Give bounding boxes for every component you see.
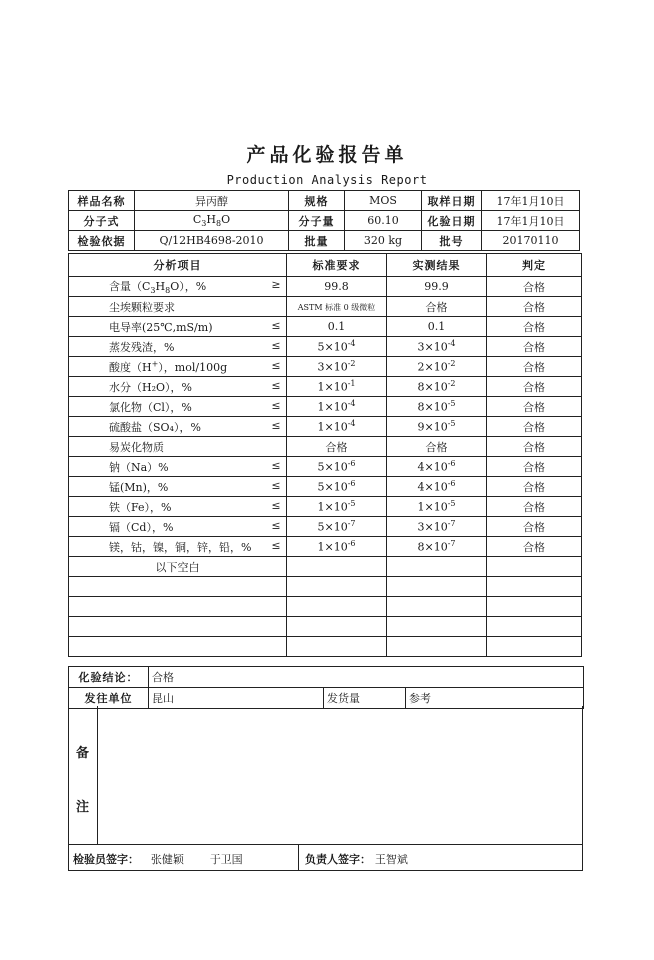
measured-value: $4\times 10^{-6}$ [387,477,487,497]
comparison-operator [269,299,283,315]
sampling-date-label: 取样日期 [422,191,482,211]
conclusion-value: 合格 [149,667,584,688]
analysis-item: 钠（Na）% ≤ [69,457,287,477]
standard-value: 0.1 [287,317,387,337]
ship-label: 发货量 [324,688,406,709]
judgement: 合格 [487,497,582,517]
table-row [69,297,582,317]
analysis-item: 锰(Mn)，% ≤ [69,477,287,497]
standard-value: ASTM 标准 0 级微粒 [287,297,387,317]
empty-row [69,637,582,657]
judgement: 合格 [487,277,582,297]
standard-value: $1\times 10^{-5}$ [287,497,387,517]
comparison-operator: ≤ [271,358,281,372]
remark-char-2: 注 [76,800,90,815]
analysis-item: 硫酸盐（SO₄），% ≤ [69,417,287,437]
comparison-operator: ≤ [271,498,281,512]
table-row [69,537,582,557]
measured-value: 99.9 [387,277,487,297]
table-row [69,497,582,517]
analysis-rows [69,277,582,557]
measured-value: 合格 [387,437,487,457]
judgement: 合格 [487,457,582,477]
table-row [69,317,582,337]
batch-value: 20170110 [482,231,580,251]
col-std-header: 标准要求 [287,254,387,277]
judgement: 合格 [487,297,582,317]
inspector-signature [73,851,243,867]
standard-value: 合格 [287,437,387,457]
col-item-header: 分析项目 [69,254,287,277]
table-row [69,277,582,297]
signature-row [68,845,583,871]
test-date-value: 17年1月10日 [482,211,580,231]
measured-value: $4\times 10^{-6}$ [387,457,487,477]
table-row [69,437,582,457]
comparison-operator: ≤ [271,478,281,492]
comparison-operator: ≤ [271,538,281,552]
analysis-item: 尘埃颗粒要求 [69,297,287,317]
measured-value: $1\times 10^{-5}$ [387,497,487,517]
analysis-item: 水分（H₂O），% ≤ [69,377,287,397]
footer-table [68,666,584,709]
judgement: 合格 [487,337,582,357]
spec-label: 规格 [289,191,345,211]
spec-value: MOS [345,191,422,211]
standard-value: $5\times 10^{-7}$ [287,517,387,537]
report-title: 产品化验报告单 [246,144,408,166]
analysis-item: 氯化物（Cl），% ≤ [69,397,287,417]
comparison-operator: ≤ [271,518,281,532]
empty-row [69,617,582,637]
analysis-header-row [69,254,582,277]
table-row [69,337,582,357]
basis-value: Q/12HB4698-2010 [135,231,289,251]
judgement: 合格 [487,477,582,497]
header-row [69,231,580,251]
blank-text: 以下空白 [69,557,287,577]
quantity-label: 批量 [289,231,345,251]
signature-divider [298,845,299,870]
measured-value: $9\times 10^{-5}$ [387,417,487,437]
judgement: 合格 [487,517,582,537]
basis-label: 检验依据 [69,231,135,251]
sample-name-value: 异丙醇 [135,191,289,211]
measured-value: $3\times 10^{-4}$ [387,337,487,357]
comparison-operator: ≤ [271,318,281,332]
table-row [69,517,582,537]
quantity-value: 320 kg [345,231,422,251]
batch-label: 批号 [422,231,482,251]
dest-value: 昆山 [149,688,324,709]
analysis-item: 含量$(C_3H_8O)$，% ≥ [69,277,287,297]
table-row [69,477,582,497]
judgement: 合格 [487,437,582,457]
conclusion-row [69,667,584,688]
dest-label: 发往单位 [69,688,149,709]
analysis-item: 铁（Fe），% ≤ [69,497,287,517]
standard-value: $1\times 10^{-4}$ [287,417,387,437]
header-row [69,211,580,231]
comparison-operator: ≤ [271,338,281,352]
analysis-table [68,253,582,657]
standard-value: $1\times 10^{-4}$ [287,397,387,417]
comparison-operator: ≤ [271,458,281,472]
measured-value: 0.1 [387,317,487,337]
measured-value: 合格 [387,297,487,317]
standard-value: $5\times 10^{-4}$ [287,337,387,357]
judgement: 合格 [487,377,582,397]
analysis-item: 电导率(25℃,mS/m) ≤ [69,317,287,337]
standard-value: $3\times 10^{-2}$ [287,357,387,377]
blank-row [69,557,582,577]
analysis-item: 蒸发残渣，% ≤ [69,337,287,357]
judgement: 合格 [487,317,582,337]
table-row [69,397,582,417]
judgement: 合格 [487,537,582,557]
measured-value: $8\times 10^{-5}$ [387,397,487,417]
judgement: 合格 [487,417,582,437]
comparison-operator: ≥ [271,277,281,291]
remark-char-1: 备 [76,746,90,761]
table-row [69,377,582,397]
comparison-operator: ≤ [271,378,281,392]
analysis-item: 易炭化物质 [69,437,287,457]
comparison-operator: ≤ [271,418,281,432]
conclusion-label: 化验结论： [69,667,149,688]
comparison-operator [269,439,283,455]
table-row [69,357,582,377]
formula-label: 分子式 [69,211,135,231]
inspector-label: 检验员签字： [73,853,139,866]
empty-row [69,577,582,597]
remarks-box [68,706,583,845]
sampling-date-value: 17年1月10日 [482,191,580,211]
col-judge-header: 判定 [487,254,582,277]
comparison-operator: ≤ [271,398,281,412]
formula-value: $C_3H_8O$ [135,211,289,231]
report-subtitle: Production Analysis Report [226,173,428,187]
table-row [69,417,582,437]
standard-value: $1\times 10^{-6}$ [287,537,387,557]
analysis-item: 镉（Cd），% ≤ [69,517,287,537]
remarks-label-column [69,706,98,844]
standard-value: $5\times 10^{-6}$ [287,477,387,497]
analysis-item: 酸度（H+），mol/100g ≤ [69,357,287,377]
inspector-name-1: 张健颖 [150,853,184,866]
sample-name-label: 样品名称 [69,191,135,211]
standard-value: $5\times 10^{-6}$ [287,457,387,477]
measured-value: $8\times 10^{-7}$ [387,537,487,557]
header-table [68,190,580,251]
judgement: 合格 [487,357,582,377]
empty-row [69,597,582,617]
manager-signature [305,851,408,867]
standard-value: $1\times 10^{-1}$ [287,377,387,397]
manager-name: 王智斌 [374,853,408,866]
ref-label: 参考 [406,688,584,709]
test-date-label: 化验日期 [422,211,482,231]
mol-weight-label: 分子量 [289,211,345,231]
header-row [69,191,580,211]
measured-value: $8\times 10^{-2}$ [387,377,487,397]
measured-value: $2\times 10^{-2}$ [387,357,487,377]
analysis-item: 镁，钴，镍，铜，锌，铅，% ≤ [69,537,287,557]
mol-weight-value: 60.10 [345,211,422,231]
table-row [69,457,582,477]
judgement: 合格 [487,397,582,417]
col-result-header: 实测结果 [387,254,487,277]
manager-label: 负责人签字： [305,853,371,866]
inspector-name-2: 于卫国 [209,853,243,866]
measured-value: $3\times 10^{-7}$ [387,517,487,537]
standard-value: 99.8 [287,277,387,297]
